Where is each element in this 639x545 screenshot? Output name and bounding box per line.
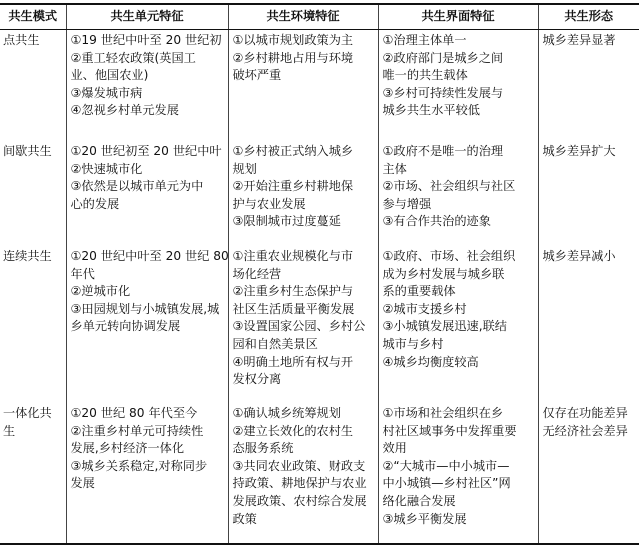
unit-cell bbox=[66, 30, 228, 143]
environment-line: ②注重乡村生态保护与 bbox=[232, 284, 354, 299]
unit-cell bbox=[66, 247, 228, 404]
interface-line: ①治理主体单一 bbox=[382, 33, 467, 47]
header-unit: 共生单元特征 bbox=[66, 4, 228, 30]
interface-line: ③小城镇发展迅速,联结 bbox=[382, 319, 507, 334]
environment-line: ①乡村被正式纳入城乡 bbox=[232, 144, 354, 158]
interface-line: ①政府、市场、社会组织 bbox=[382, 249, 516, 263]
interface-line: ①政府不是唯一的治理 bbox=[382, 144, 504, 158]
unit-line: ③城乡关系稳定,对称同步 bbox=[70, 458, 208, 473]
environment-line: ①注重农业规模化与市 bbox=[232, 249, 354, 263]
interface-line: 络化融合发展 bbox=[382, 493, 456, 508]
interface-line: 成为乡村发展与城乡联 bbox=[382, 266, 505, 281]
environment-line: 发展政策、农村综合发展 bbox=[232, 493, 367, 508]
unit-line: 发展,乡村经济一体化 bbox=[70, 441, 185, 456]
unit-line: ②注重乡村单元可持续性 bbox=[70, 423, 204, 438]
interface-line: 中小城镇—乡村社区”网 bbox=[382, 476, 511, 491]
interface-line: ②“大城市—中小城市— bbox=[382, 458, 510, 473]
mode-cell: 连续共生 bbox=[0, 247, 66, 404]
interface-line: 主体 bbox=[382, 161, 407, 176]
environment-line: ②开始注重乡村耕地保 bbox=[232, 179, 354, 194]
interface-line: 村社区域事务中发挥重要 bbox=[382, 423, 517, 438]
unit-line: 年代 bbox=[70, 266, 95, 281]
unit-line: ②快速城市化 bbox=[70, 161, 143, 176]
environment-line: ③限制城市过度蔓延 bbox=[232, 214, 341, 229]
unit-cell bbox=[66, 404, 228, 544]
form-cell bbox=[538, 247, 639, 404]
environment-line: ①确认城乡统筹规划 bbox=[232, 406, 341, 420]
table-header bbox=[0, 4, 639, 30]
table-row bbox=[0, 30, 639, 143]
unit-line: ①20 世纪 80 年代至今 bbox=[70, 406, 198, 420]
form-cell bbox=[538, 404, 639, 544]
environment-line: 发权分离 bbox=[232, 372, 282, 387]
interface-line: 参与增强 bbox=[382, 196, 432, 211]
unit-line: ①20 世纪初至 20 世纪中叶 bbox=[70, 144, 222, 158]
interface-line: 唯一的共生载体 bbox=[382, 68, 468, 83]
interface-line: ③有合作共治的迹象 bbox=[382, 214, 491, 229]
form-line: 城乡差异减小 bbox=[542, 249, 616, 263]
mode-cell: 间歇共生 bbox=[0, 142, 66, 247]
form-line: 城乡差异显著 bbox=[542, 33, 616, 47]
unit-line: 心的发展 bbox=[70, 196, 120, 211]
interface-cell bbox=[378, 404, 538, 544]
environment-line: 规划 bbox=[232, 161, 257, 176]
environment-line: ④明确土地所有权与开 bbox=[232, 354, 354, 369]
unit-cell bbox=[66, 142, 228, 247]
unit-line: ①19 世纪中叶至 20 世纪初 bbox=[70, 33, 222, 47]
environment-cell bbox=[228, 404, 378, 544]
interface-line: ②政府部门是城乡之间 bbox=[382, 50, 504, 65]
environment-line: ②乡村耕地占用与环境 bbox=[232, 50, 354, 65]
header-interface: 共生界面特征 bbox=[378, 4, 538, 30]
header-mode: 共生模式 bbox=[0, 4, 66, 30]
unit-line: 业、他国农业) bbox=[70, 68, 149, 83]
environment-line: ①以城市规划政策为主 bbox=[232, 33, 354, 47]
unit-line: 乡单元转向协调发展 bbox=[70, 319, 181, 334]
interface-line: ①市场和社会组织在乡 bbox=[382, 406, 504, 420]
header-form: 共生形态 bbox=[538, 4, 639, 30]
environment-line: 政策 bbox=[232, 511, 257, 526]
environment-line: 态服务系统 bbox=[232, 441, 294, 456]
interface-line: 城乡共生水平较低 bbox=[382, 103, 480, 118]
unit-line: ③田园规划与小城镇发展,城 bbox=[70, 301, 220, 316]
interface-line: 系的重要载体 bbox=[382, 284, 456, 299]
table-body bbox=[0, 30, 639, 545]
header-row bbox=[0, 4, 639, 30]
environment-line: ②建立长效化的农村生 bbox=[232, 423, 354, 438]
environment-line: 园和自然美景区 bbox=[232, 336, 318, 351]
interface-line: ③乡村可持续性发展与 bbox=[382, 85, 504, 100]
environment-line: ③设置国家公园、乡村公 bbox=[232, 319, 366, 334]
mode-cell: 点共生 bbox=[0, 30, 66, 143]
environment-line: 社区生活质量平衡发展 bbox=[232, 301, 355, 316]
interface-line: 城市与乡村 bbox=[382, 336, 444, 351]
unit-line: ②逆城市化 bbox=[70, 284, 131, 299]
interface-line: ②市场、社会组织与社区 bbox=[382, 179, 516, 194]
unit-line: ③依然是以城市单元为中 bbox=[70, 179, 204, 194]
mode-cell: 一体化共生 bbox=[0, 404, 66, 544]
interface-line: ④城乡均衡度较高 bbox=[382, 354, 479, 369]
interface-cell bbox=[378, 30, 538, 143]
unit-line: 发展 bbox=[70, 476, 95, 491]
urban-rural-symbiosis-table bbox=[0, 3, 639, 545]
environment-cell bbox=[228, 30, 378, 143]
environment-cell bbox=[228, 142, 378, 247]
table-row bbox=[0, 247, 639, 404]
table-row bbox=[0, 142, 639, 247]
interface-cell bbox=[378, 142, 538, 247]
form-line: 仅存在功能差异 bbox=[542, 406, 628, 420]
environment-cell bbox=[228, 247, 378, 404]
interface-line: ②城市支援乡村 bbox=[382, 301, 467, 316]
environment-line: 持政策、耕地保护与农业 bbox=[232, 476, 367, 491]
form-line: 无经济社会差异 bbox=[542, 423, 628, 438]
environment-line: 破坏严重 bbox=[232, 68, 282, 83]
environment-line: 护与农业发展 bbox=[232, 196, 306, 211]
form-line: 城乡差异扩大 bbox=[542, 144, 616, 158]
feature-table-container bbox=[0, 3, 639, 545]
form-cell bbox=[538, 30, 639, 143]
header-environment: 共生环境特征 bbox=[228, 4, 378, 30]
interface-line: 效用 bbox=[382, 441, 407, 456]
interface-cell bbox=[378, 247, 538, 404]
interface-line: ③城乡平衡发展 bbox=[382, 511, 467, 526]
unit-line: ①20 世纪中叶至 20 世纪 80 bbox=[70, 249, 229, 263]
environment-line: 场化经营 bbox=[232, 266, 282, 281]
unit-line: ③爆发城市病 bbox=[70, 85, 143, 100]
table-row bbox=[0, 404, 639, 544]
environment-line: ③共同农业政策、财政支 bbox=[232, 458, 366, 473]
form-cell bbox=[538, 142, 639, 247]
unit-line: ④忽视乡村单元发展 bbox=[70, 103, 179, 118]
unit-line: ②重工轻农政策(英国工 bbox=[70, 50, 196, 65]
